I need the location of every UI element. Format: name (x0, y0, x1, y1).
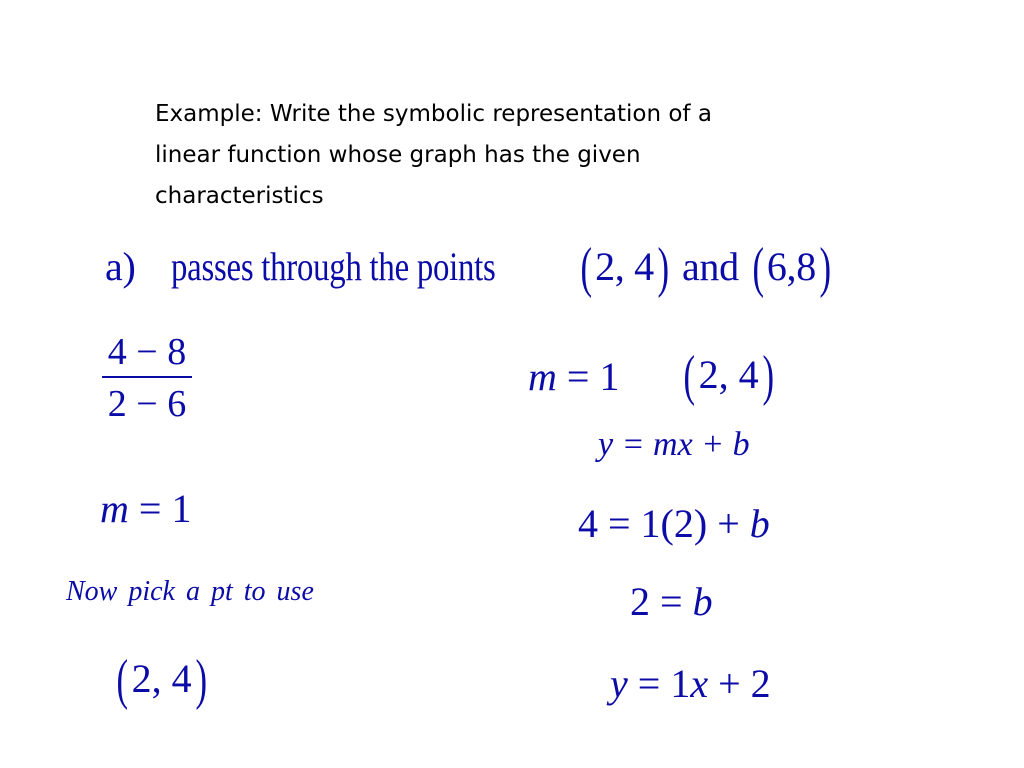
solve-b: b (692, 579, 713, 624)
point-1: 2, 4 (595, 244, 654, 289)
fraction-bar (102, 376, 192, 378)
pick-point-instruction: Now pick a pt to use (66, 576, 314, 607)
open-paren: ( (116, 649, 129, 711)
open-paren: ( (683, 345, 696, 407)
final-equation (610, 660, 771, 707)
chosen-point-left (113, 649, 210, 711)
point-2: 6,8 (766, 244, 816, 289)
prompt-line-3: characteristics (155, 183, 324, 209)
open-paren: ( (751, 237, 764, 299)
slope-variable: m (528, 354, 557, 399)
slope-result-right (528, 353, 619, 400)
prompt-line-2: linear function whose graph has the given (155, 142, 641, 168)
part-a-text: passes through the points (171, 244, 496, 289)
slope-variable: m (100, 486, 129, 531)
final-mid: = 1 (627, 661, 691, 706)
point-value: 2, 4 (698, 352, 759, 397)
slope-value: = 1 (128, 486, 192, 531)
final-y: y (610, 661, 628, 706)
substitution-b: b (749, 501, 770, 546)
slope-fraction (102, 330, 192, 426)
and-connector: and (681, 244, 739, 289)
close-paren: ) (195, 649, 207, 711)
final-end: + 2 (708, 661, 771, 706)
solved-intercept (630, 578, 713, 625)
close-paren: ) (762, 345, 774, 407)
substitution-equation (578, 500, 770, 547)
open-paren: ( (580, 237, 592, 299)
solve-left: 2 = (630, 579, 693, 624)
close-paren: ) (657, 237, 669, 299)
slope-intercept-formula: y = mx + b (598, 426, 750, 463)
fraction-numerator: 4 − 8 (107, 331, 187, 373)
final-x: x (690, 661, 709, 706)
point-right (680, 345, 777, 407)
substitution-left: 4 = 1(2) + (578, 501, 750, 546)
example-prompt (155, 94, 855, 217)
part-a-statement (105, 237, 834, 299)
part-a-label: a) (105, 244, 136, 289)
slope-value: = 1 (556, 354, 620, 399)
slope-result-left (100, 485, 191, 532)
fraction-denominator: 2 − 6 (107, 383, 187, 425)
prompt-line-1: Example: Write the symbolic representation of a (155, 101, 712, 127)
close-paren: ) (819, 237, 831, 299)
chosen-point-value: 2, 4 (131, 656, 192, 701)
